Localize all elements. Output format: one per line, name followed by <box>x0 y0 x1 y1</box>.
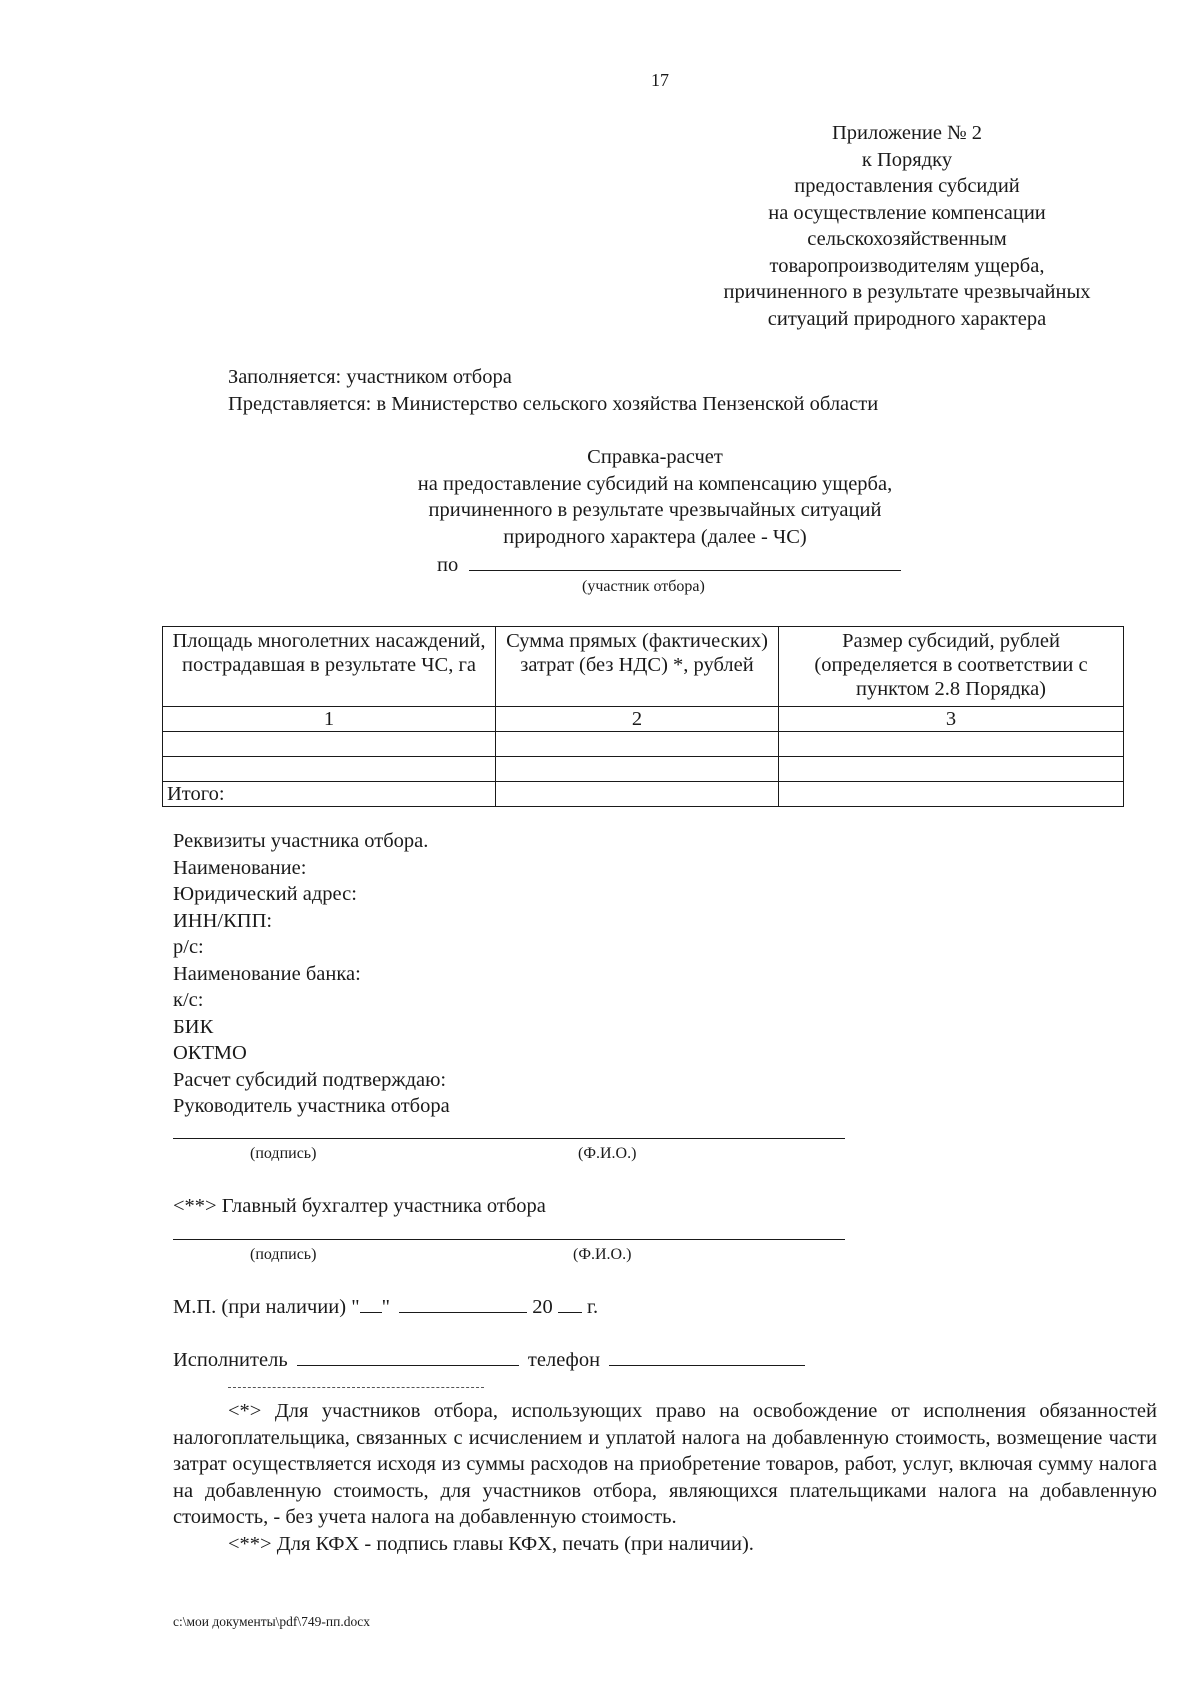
signature-label: (подпись) <box>250 1246 317 1263</box>
phone-blank <box>609 1347 805 1366</box>
column-number: 1 <box>163 707 496 732</box>
requisite-item: Наименование банка: <box>173 962 361 985</box>
requisite-item: р/с: <box>173 936 204 958</box>
total-label: Итого: <box>163 782 496 807</box>
column-number: 2 <box>496 707 779 732</box>
participant-label: (участник отбора) <box>582 578 705 595</box>
footnote-2: <**> Для КФХ - подпись главы КФХ, печать (при наличии). <box>228 1532 754 1555</box>
year-blank <box>558 1294 582 1313</box>
requisite-item: Расчет субсидий подтверждаю: <box>173 1068 447 1091</box>
table-cell <box>779 732 1124 757</box>
column-number: 3 <box>779 707 1124 732</box>
chief-accountant-text: <**> Главный бухгалтер участника отбора <box>173 1195 546 1217</box>
title-line: на предоставление субсидий на компенсацию ущерба, <box>417 472 893 495</box>
table-header-row <box>163 627 1124 707</box>
requisite-item: БИК <box>173 1015 214 1038</box>
requisite-item: ОКТМО <box>173 1042 247 1064</box>
participant-field <box>437 552 901 579</box>
fio-label: (Ф.И.О.) <box>573 1246 632 1263</box>
appendix-line: сельскохозяйственным <box>807 228 1007 250</box>
appendix-block <box>680 120 1134 332</box>
footnote-1: <*> Для участников отбора, использующих право на освобождение от исполнения обязанностей налогоплательщика, связанных с исчислением и уплатой налога на добавленную стоимость, возмещение части затрат осуществляется исходя из суммы расходов на приобретение товаров, работ, услуг, включая сумму налога на добавленную стоимость, для участников отбора, являющихся плательщиками налога на добавленную стоимость, - без учета налога на добавленную стоимость. <box>173 1400 1157 1528</box>
year-prefix: 20 <box>532 1296 553 1318</box>
month-blank <box>399 1294 527 1313</box>
table-cell <box>163 757 496 782</box>
requisite-item: к/с: <box>173 989 204 1011</box>
table-cell <box>779 757 1124 782</box>
stamp-date-line <box>173 1294 598 1321</box>
title-line: природного характера (далее - ЧС) <box>503 525 807 548</box>
table-header-cell: Сумма прямых (фактических) затрат (без НДС) *, рублей <box>496 627 779 707</box>
table-row <box>163 757 1124 782</box>
head-signature-line <box>173 1138 845 1139</box>
table-header-cell: Площадь многолетних насаждений, пострадавшая в результате ЧС, га <box>163 627 496 707</box>
footnote-separator <box>228 1387 484 1388</box>
file-path: c:\мои документы\pdf\749-пп.docx <box>173 1614 370 1629</box>
document-title <box>340 444 970 550</box>
title-line: причиненного в результате чрезвычайных ситуаций <box>428 499 882 521</box>
phone-label: телефон <box>527 1349 601 1371</box>
requisite-item: Руководитель участника отбора <box>173 1095 450 1117</box>
executor-blank <box>297 1347 519 1366</box>
table-cell <box>496 757 779 782</box>
submitted-to-text: Представляется: в Министерство сельского хозяйства Пензенской области <box>228 392 879 415</box>
year-suffix: г. <box>586 1296 599 1318</box>
fio-label: (Ф.И.О.) <box>578 1145 637 1162</box>
footnotes <box>173 1398 1157 1557</box>
day-blank <box>360 1294 382 1313</box>
appendix-line: к Порядку <box>861 148 953 171</box>
calculation-table <box>162 626 1124 807</box>
mp-prefix: М.П. (при наличии) " <box>173 1296 360 1318</box>
appendix-line: на осуществление компенсации <box>768 201 1046 224</box>
title-line: Справка-расчет <box>587 446 723 468</box>
requisite-item: Реквизиты участника отбора. <box>173 830 429 852</box>
accountant-signature-line <box>173 1239 845 1240</box>
page-number: 17 <box>651 70 669 90</box>
appendix-line: ситуаций природного характера <box>767 307 1047 330</box>
appendix-line: Приложение № 2 <box>831 122 983 144</box>
requisite-item: ИНН/КПП: <box>173 909 273 932</box>
executor-label: Исполнитель <box>173 1349 288 1371</box>
participant-blank <box>469 552 901 571</box>
requisites-list <box>173 828 450 1120</box>
table-cell <box>496 782 779 807</box>
table-header-cell: Размер субсидий, рублей (определяется в соответствии с пунктом 2.8 Порядка) <box>779 627 1124 707</box>
requisite-item: Юридический адрес: <box>173 883 357 905</box>
table-cell <box>163 732 496 757</box>
total-row <box>163 782 1124 807</box>
filled-by-text: Заполняется: участником отбора <box>228 366 512 388</box>
signature-label: (подпись) <box>250 1145 317 1162</box>
appendix-line: причиненного в результате чрезвычайных <box>723 281 1091 303</box>
appendix-line: товаропроизводителям ущерба, <box>769 254 1045 277</box>
by-prefix: по <box>437 554 459 576</box>
table-cell <box>779 782 1124 807</box>
mp-quote: " <box>381 1296 390 1318</box>
requisite-item: Наименование: <box>173 856 307 879</box>
executor-line <box>173 1347 805 1374</box>
appendix-line: предоставления субсидий <box>794 175 1020 197</box>
column-number-row <box>163 707 1124 732</box>
table-row <box>163 732 1124 757</box>
table-cell <box>496 732 779 757</box>
fill-info <box>228 364 878 417</box>
